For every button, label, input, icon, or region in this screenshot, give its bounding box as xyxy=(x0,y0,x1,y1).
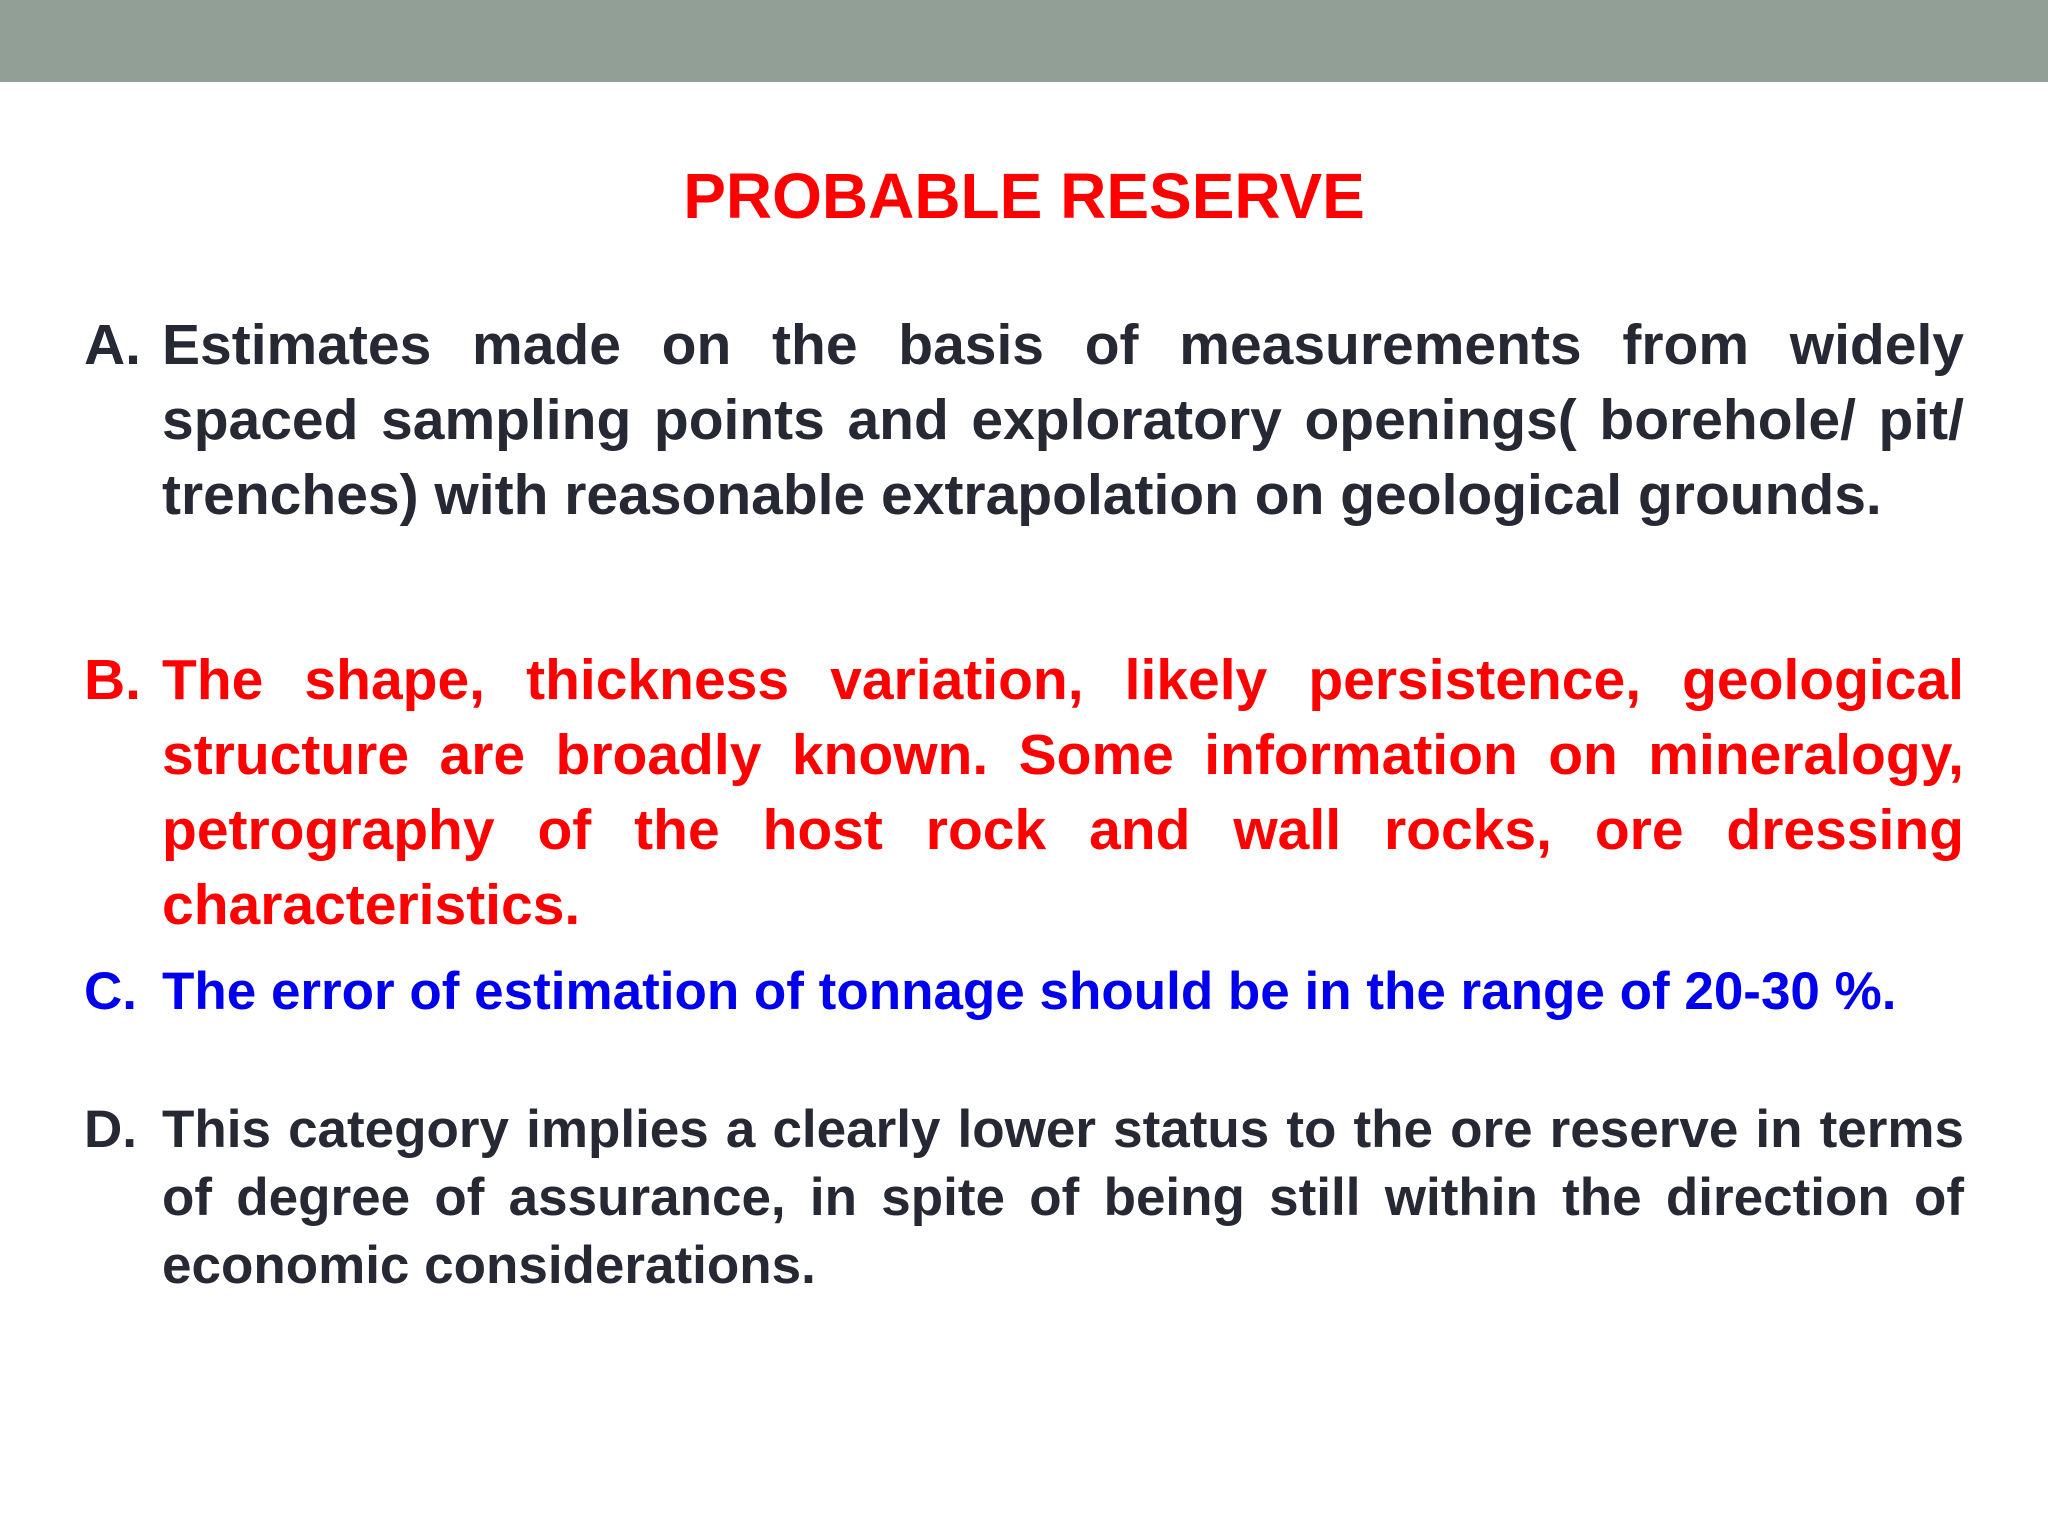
list-item-d-letter: D. xyxy=(84,1100,137,1159)
list-item-b xyxy=(84,643,1964,943)
list-item-a-text: Estimates made on the basis of measurements from widely spaced sampling points and exploratory openings( borehole/ pit/ trenches) with reasonable extrapolation on geological grounds. xyxy=(162,313,1964,527)
slide-title: PROBABLE RESERVE xyxy=(683,160,1365,232)
list-item-c-text: The error of estimation of tonnage should be in the range of 20-30 %. xyxy=(162,962,1897,1021)
list-item-d-text: This category implies a clearly lower status to the ore reserve in terms of degree of assurance, in spite of being still within the direction of economic considerations. xyxy=(162,1100,1964,1295)
list-item-a-letter: A. xyxy=(84,313,141,377)
list-item-a xyxy=(84,308,1964,533)
top-header-bar xyxy=(0,0,2048,82)
list-item-d xyxy=(84,1096,1964,1300)
list-item-c-letter: C. xyxy=(84,962,137,1021)
list-item-b-letter: B. xyxy=(84,648,141,712)
list-item-c xyxy=(84,958,1964,1026)
list-item-b-text: The shape, thickness variation, likely persistence, geological structure are broadly known. Some information on mineralogy, petrography of the host rock and wall rocks, ore dressing characteristics. xyxy=(162,648,1964,937)
